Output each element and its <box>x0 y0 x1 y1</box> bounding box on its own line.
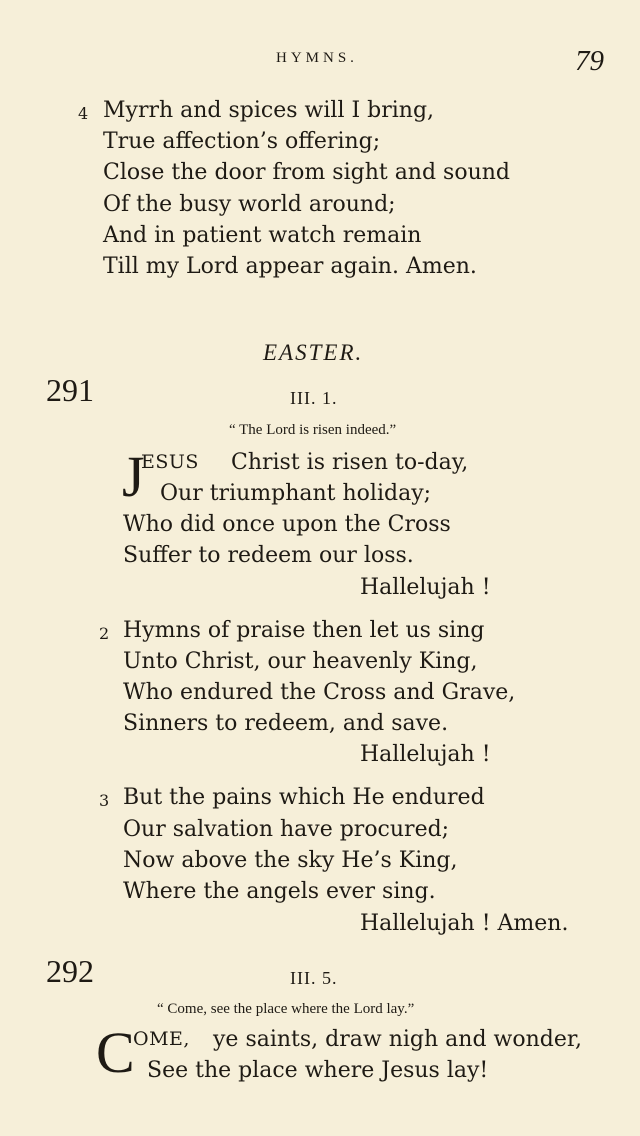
verse-line: True affection’s offering; <box>103 129 381 154</box>
refrain: Hallelujah ! Amen. <box>360 911 569 936</box>
verse-line: Our salvation have procured; <box>123 817 450 842</box>
meter: III. 1. <box>290 388 338 408</box>
verse-line: Close the door from sight and sound <box>103 160 511 185</box>
drop-cap: C <box>96 1020 135 1085</box>
verse-line: Till my Lord appear again. Amen. <box>103 254 477 279</box>
verse-line: Myrrh and spices will I bring, <box>103 98 435 123</box>
verse-line: But the pains which He endured <box>123 785 485 810</box>
verse-line: Suffer to redeem our loss. <box>123 543 414 568</box>
stanza-number: 3 <box>99 791 110 810</box>
epigraph: “ Come, see the place where the Lord lay.” <box>157 1001 415 1017</box>
verse-line: Who endured the Cross and Grave, <box>123 680 516 705</box>
running-header: HYMNS. <box>276 50 358 66</box>
verse-line: And in patient watch remain <box>103 223 422 248</box>
verse-line: See the place where Jesus lay! <box>147 1058 489 1083</box>
verse-line: Our triumphant holiday; <box>160 481 432 506</box>
refrain: Hallelujah ! <box>360 742 491 767</box>
refrain: Hallelujah ! <box>360 575 491 600</box>
verse-line: Who did once upon the Cross <box>123 512 451 537</box>
page-number: 79 <box>575 45 604 77</box>
verse-line: ye saints, draw nigh and wonder, <box>213 1027 582 1052</box>
verse-line: Sinners to redeem, and save. <box>123 711 449 736</box>
first-word: OME, <box>133 1028 190 1050</box>
verse-line: Of the busy world around; <box>103 192 396 217</box>
hymn-number: 292 <box>46 953 94 989</box>
verse-line: Where the angels ever sing. <box>123 879 436 904</box>
stanza-number: 4 <box>78 104 89 123</box>
drop-cap: J <box>122 444 145 509</box>
verse-line: Now above the sky He’s King, <box>123 848 458 873</box>
verse-line: Hymns of praise then let us sing <box>123 618 485 643</box>
first-word: ESUS <box>141 451 199 473</box>
verse-line: Unto Christ, our heavenly King, <box>123 649 478 674</box>
verse-line: Christ is risen to-day, <box>231 450 469 475</box>
section-heading: EASTER. <box>263 340 364 365</box>
hymn-number: 291 <box>46 372 94 408</box>
stanza-number: 2 <box>99 624 110 643</box>
epigraph: “ The Lord is risen indeed.” <box>229 422 397 438</box>
meter: III. 5. <box>290 968 338 988</box>
